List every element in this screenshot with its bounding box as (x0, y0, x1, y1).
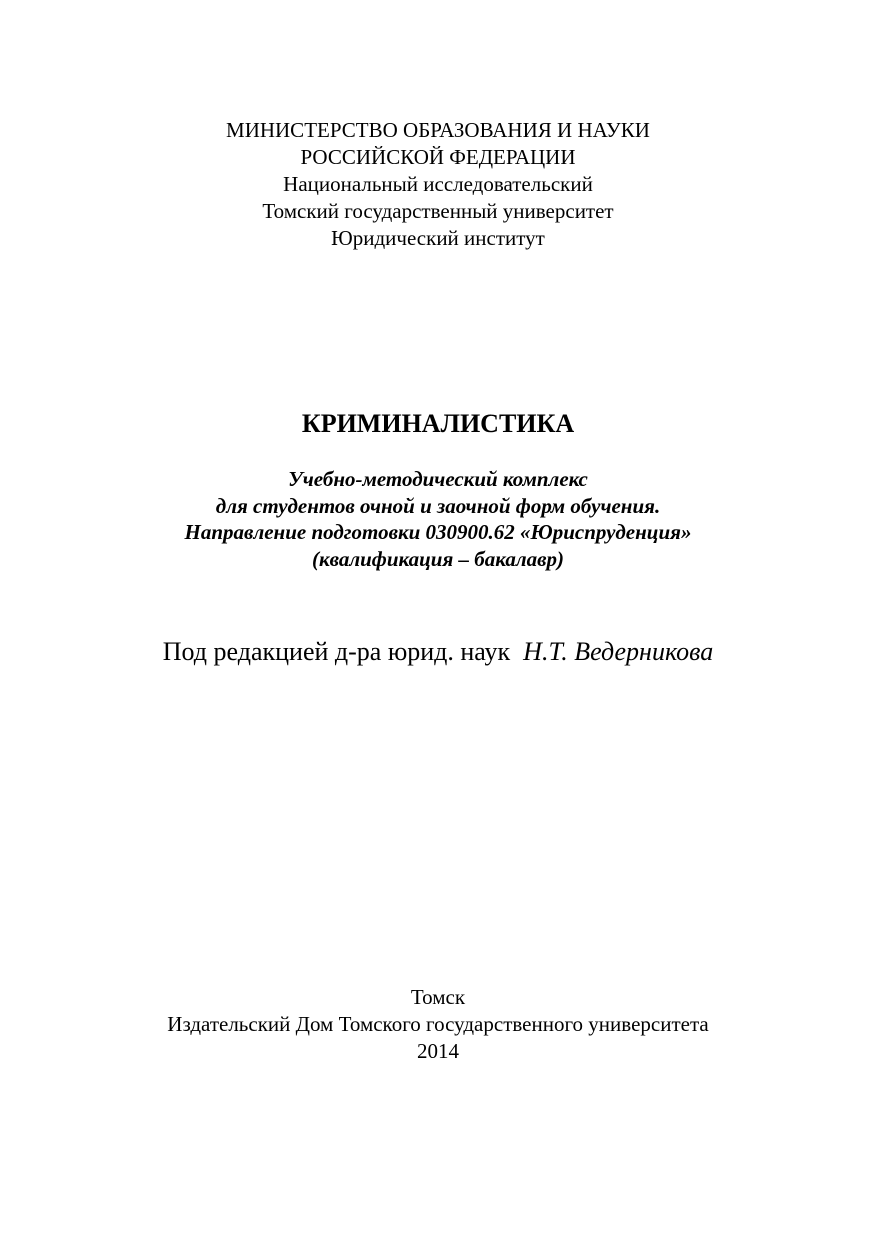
header-line-university: Томский государственный университет (262, 199, 614, 223)
header-line-research: Национальный исследовательский (283, 172, 593, 196)
subtitle-line-students: для студентов очной и заочной форм обучения. (215, 493, 661, 518)
publication-city: Томск (410, 985, 466, 1009)
document-title: КРИМИНАЛИСТИКА (301, 409, 575, 438)
subtitle-line-direction: Направление подготовки 030900.62 «Юриспруденция» (184, 520, 692, 544)
editor-prefix: Под редакцией д-ра юрид. наук (162, 637, 511, 666)
editor-line (0, 634, 876, 670)
ministry-header (0, 117, 876, 252)
publication-info (0, 984, 876, 1065)
subtitle-line-qualification: (квалификация – бакалавр) (311, 546, 565, 571)
header-line-federation: РОССИЙСКОЙ ФЕДЕРАЦИИ (300, 145, 576, 169)
header-line-ministry: МИНИСТЕРСТВО ОБРАЗОВАНИЯ И НАУКИ (226, 118, 650, 142)
publication-year: 2014 (417, 1039, 459, 1063)
document-subtitle (0, 466, 876, 572)
editor-name: Н.Т. Ведерникова (523, 637, 714, 666)
subtitle-line-complex: Учебно-методический комплекс (288, 467, 588, 491)
publisher-name: Издательский Дом Томского государственного университета (167, 1012, 709, 1036)
header-line-institute: Юридический институт (331, 226, 545, 250)
